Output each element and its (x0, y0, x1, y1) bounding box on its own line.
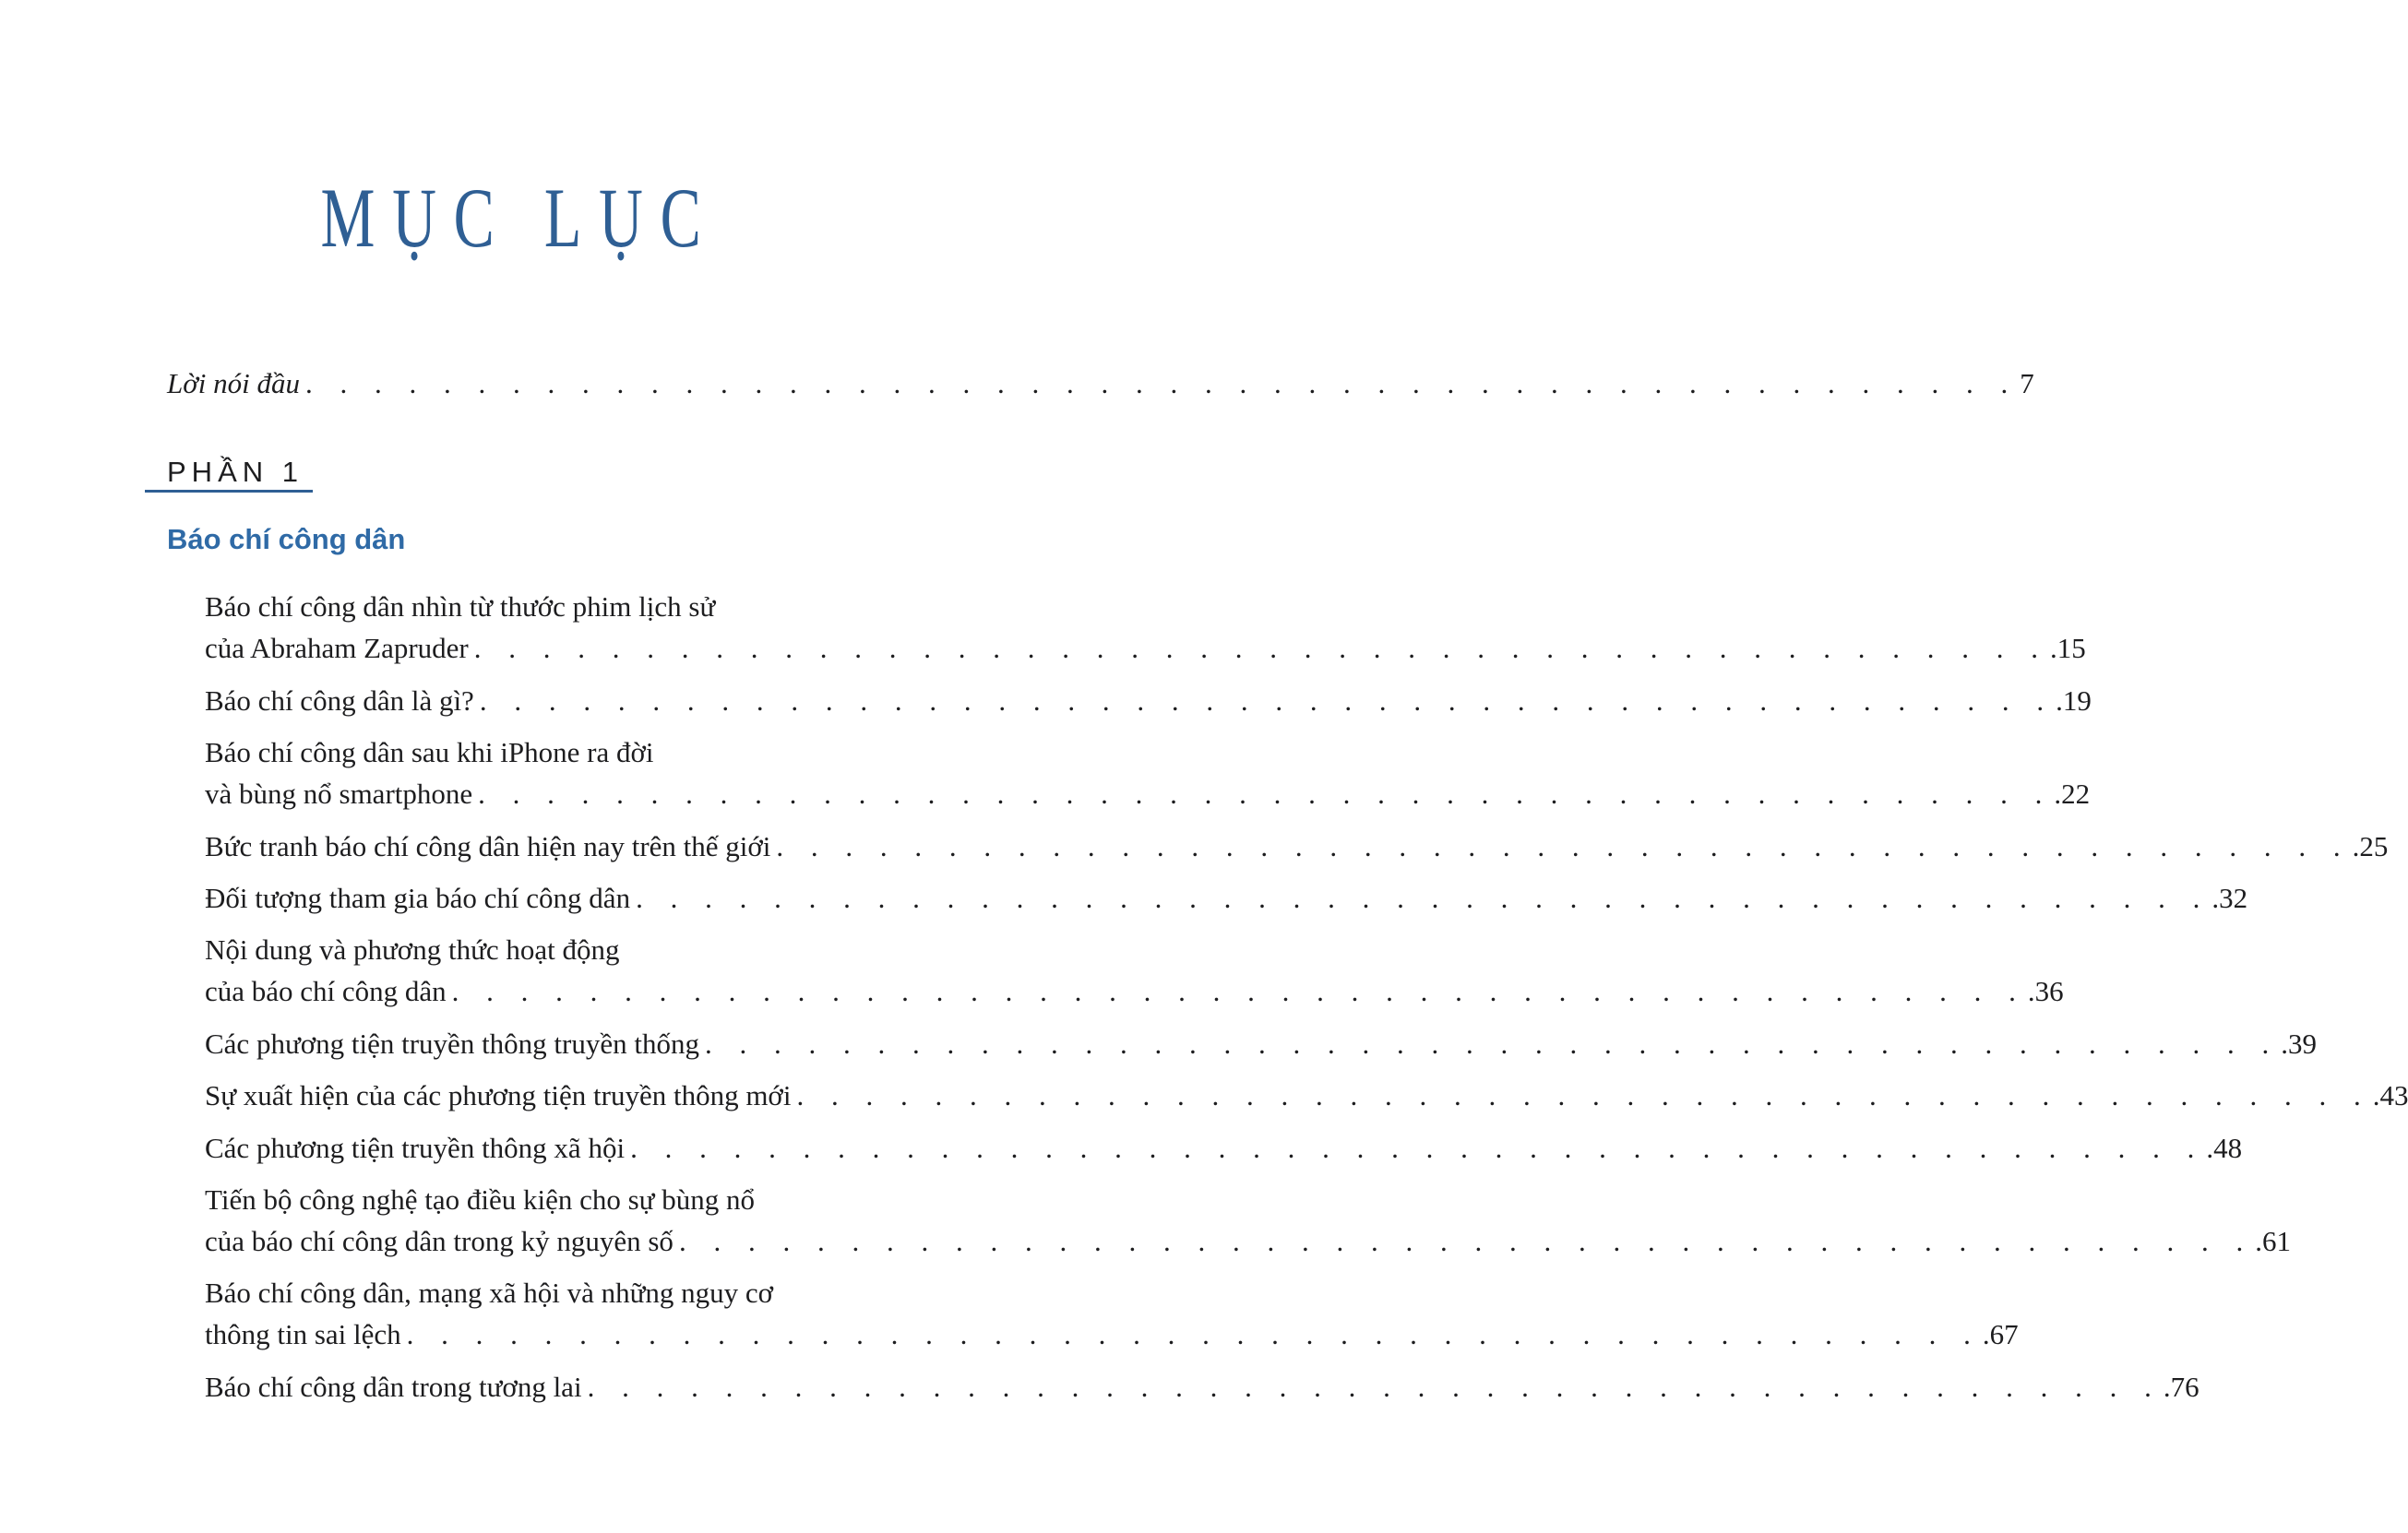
toc-entry-page-number: .32 (2211, 882, 2248, 914)
toc-entry-page-number: .22 (2054, 778, 2091, 810)
toc-entry-page-number: .61 (2255, 1225, 2291, 1257)
dot-leader: . . . . . . . . . . . . . . . . . . . . . . . . . . . . . . . . . . . . . . . . . . . . . . . . . . (305, 367, 2019, 399)
dot-leader: . . . . . . . . . . . . . . . . . . . . . . . . . . . . . . . . . . . . . . . . . . . . . . (473, 632, 2049, 664)
toc-entry-title: của báo chí công dân trong kỷ nguyên số (205, 1225, 674, 1257)
toc-entry-row[interactable] (205, 778, 2091, 810)
toc-entry-row[interactable] (205, 1028, 2317, 1060)
toc-entry-row[interactable] (205, 1079, 2408, 1111)
toc-entry-row[interactable] (205, 632, 2086, 664)
toc-entry-page-number: .25 (2352, 830, 2389, 862)
dot-leader: . . . . . . . . . . . . . . . . . . . . . . . . . . . . . . . . . . . . . . . . . . . . . . (630, 1132, 2205, 1164)
dot-leader: . . . . . . . . . . . . . . . . . . . . . . . . . . . . . . . . . . . . . . . . . . . . . . (796, 1079, 2371, 1111)
part-underline (145, 490, 313, 493)
dot-leader: . . . . . . . . . . . . . . . . . . . . . . . . . . . . . . . . . . . . . . . . . . . . . . (678, 1225, 2254, 1257)
toc-entry-title: Sự xuất hiện của các phương tiện truyền thông mới (205, 1079, 792, 1111)
toc-entry-title: Báo chí công dân trong tương lai (205, 1371, 582, 1403)
preface-page-number: 7 (2020, 367, 2034, 399)
toc-entry-row[interactable] (205, 1371, 2199, 1403)
toc-entry-title: Các phương tiện truyền thông truyền thống (205, 1028, 699, 1060)
toc-entry-row[interactable] (205, 684, 2092, 717)
dot-leader: . . . . . . . . . . . . . . . . . . . . . . . . . . . . . . . . . . . . . . . . . . . . . . (776, 830, 2351, 862)
toc-entry-page-number: .48 (2206, 1132, 2243, 1164)
toc-entry-row[interactable] (205, 882, 2248, 914)
toc-entry-page-number: .15 (2050, 632, 2086, 664)
toc-entry-page-number: .36 (2027, 975, 2064, 1007)
toc-entry-title: Báo chí công dân là gì? (205, 684, 474, 717)
toc-entry-page-number: .76 (2163, 1371, 2199, 1403)
toc-entry-title: của báo chí công dân (205, 975, 447, 1007)
dot-leader: . . . . . . . . . . . . . . . . . . . . . . . . . . . . . . . . . . . . . . . . . . . . . . (587, 1371, 2162, 1403)
toc-entry-title: của Abraham Zapruder (205, 632, 469, 664)
toc-entry-row[interactable] (205, 1225, 2291, 1257)
toc-entry-line1: Nội dung và phương thức hoạt động (205, 933, 620, 966)
toc-entry-row[interactable] (205, 975, 2064, 1007)
toc-entry-page-number: .67 (1982, 1318, 2019, 1350)
toc-entry-page-number: .43 (2372, 1079, 2408, 1111)
part-label: PHẦN 1 (167, 456, 304, 488)
toc-entry-row[interactable] (205, 1132, 2243, 1164)
toc-entry-line1: Tiến bộ công nghệ tạo điều kiện cho sự bùng nổ (205, 1183, 755, 1216)
toc-entry-row[interactable] (205, 1318, 2019, 1350)
toc-entry-page-number: .19 (2056, 684, 2092, 717)
toc-entry-title: và bùng nổ smartphone (205, 778, 473, 810)
dot-leader: . . . . . . . . . . . . . . . . . . . . . . . . . . . . . . . . . . . . . . . . . . . . . . (478, 778, 2053, 810)
page-title: MỤC LỤC (320, 171, 719, 265)
preface-label: Lời nói đầu (167, 367, 301, 399)
dot-leader: . . . . . . . . . . . . . . . . . . . . . . . . . . . . . . . . . . . . . . . . . . . . . . (451, 975, 2026, 1007)
dot-leader: . . . . . . . . . . . . . . . . . . . . . . . . . . . . . . . . . . . . . . . . . . . . . . (636, 882, 2211, 914)
toc-entry-title: thông tin sai lệch (205, 1318, 401, 1350)
section-title[interactable]: Báo chí công dân (167, 523, 406, 555)
toc-entry-title: Các phương tiện truyền thông xã hội (205, 1132, 626, 1164)
toc-entry-line1: Báo chí công dân nhìn từ thước phim lịch sử (205, 590, 716, 623)
toc-entry-page-number: .39 (2281, 1028, 2317, 1060)
dot-leader: . . . . . . . . . . . . . . . . . . . . . . . . . . . . . . . . . . . . . . . . . . . . . . (705, 1028, 2280, 1060)
toc-preface-row[interactable] (167, 367, 2034, 399)
toc-entry-title: Bức tranh báo chí công dân hiện nay trên thế giới (205, 830, 771, 862)
toc-entry-line1: Báo chí công dân, mạng xã hội và những nguy cơ (205, 1277, 774, 1309)
toc-entry-line1: Báo chí công dân sau khi iPhone ra đời (205, 736, 654, 768)
dot-leader: . . . . . . . . . . . . . . . . . . . . . . . . . . . . . . . . . . . . . . . . . . . . . . (479, 684, 2055, 717)
toc-entry-title: Đối tượng tham gia báo chí công dân (205, 882, 631, 914)
dot-leader: . . . . . . . . . . . . . . . . . . . . . . . . . . . . . . . . . . . . . . . . . . . . . . (406, 1318, 1981, 1350)
toc-entry-row[interactable] (205, 830, 2389, 862)
